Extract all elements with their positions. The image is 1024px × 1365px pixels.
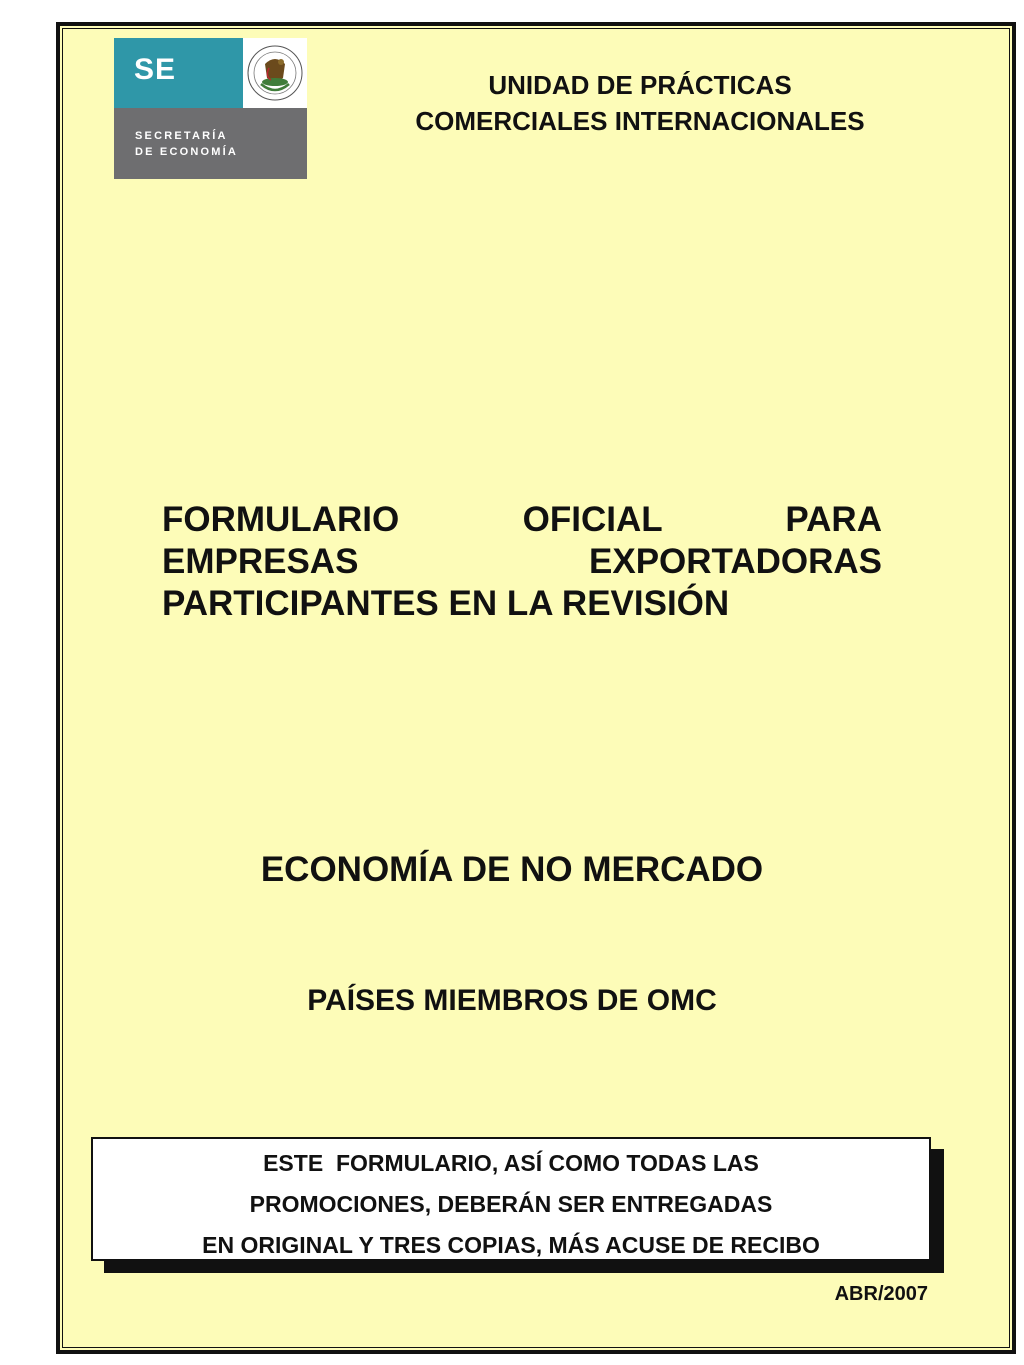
notice-line-3: EN ORIGINAL Y TRES COPIAS, MÁS ACUSE DE RECIBO [202, 1232, 820, 1258]
issuing-unit-heading [330, 67, 950, 139]
unit-line-1: UNIDAD DE PRÁCTICAS [488, 70, 792, 100]
members-heading [0, 984, 1024, 1018]
title-line-3: PARTICIPANTES EN LA REVISIÓN [162, 584, 730, 623]
secretaria-economia-logo [114, 38, 307, 179]
notice-line-2: PROMOCIONES, DEBERÁN SER ENTREGADAS [249, 1191, 773, 1217]
mexican-seal-icon [243, 38, 307, 108]
document-title [162, 499, 882, 625]
logo-wordmark-line-2: DE ECONOMÍA [135, 146, 239, 158]
title-line-1: FORMULARIO OFICIAL PARA [162, 500, 882, 539]
members-text: PAÍSES MIEMBROS DE OMC [307, 984, 717, 1017]
unit-line-2: COMERCIALES INTERNACIONALES [415, 106, 865, 136]
subtitle-text: ECONOMÍA DE NO MERCADO [260, 850, 764, 889]
submission-notice-box [91, 1137, 931, 1261]
logo-abbreviation: SE [134, 53, 177, 86]
edition-date: ABR/2007 [834, 1283, 928, 1305]
notice-line-1: ESTE FORMULARIO, ASÍ COMO TODAS LAS [263, 1150, 759, 1176]
logo-wordmark [135, 128, 238, 160]
title-line-2: EMPRESAS EXPORTADORAS [162, 542, 882, 581]
document-subtitle [0, 850, 1024, 890]
logo-wordmark-line-1: SECRETARÍA [135, 130, 228, 142]
logo-grey-block [114, 108, 307, 179]
logo-teal-block [114, 38, 243, 108]
